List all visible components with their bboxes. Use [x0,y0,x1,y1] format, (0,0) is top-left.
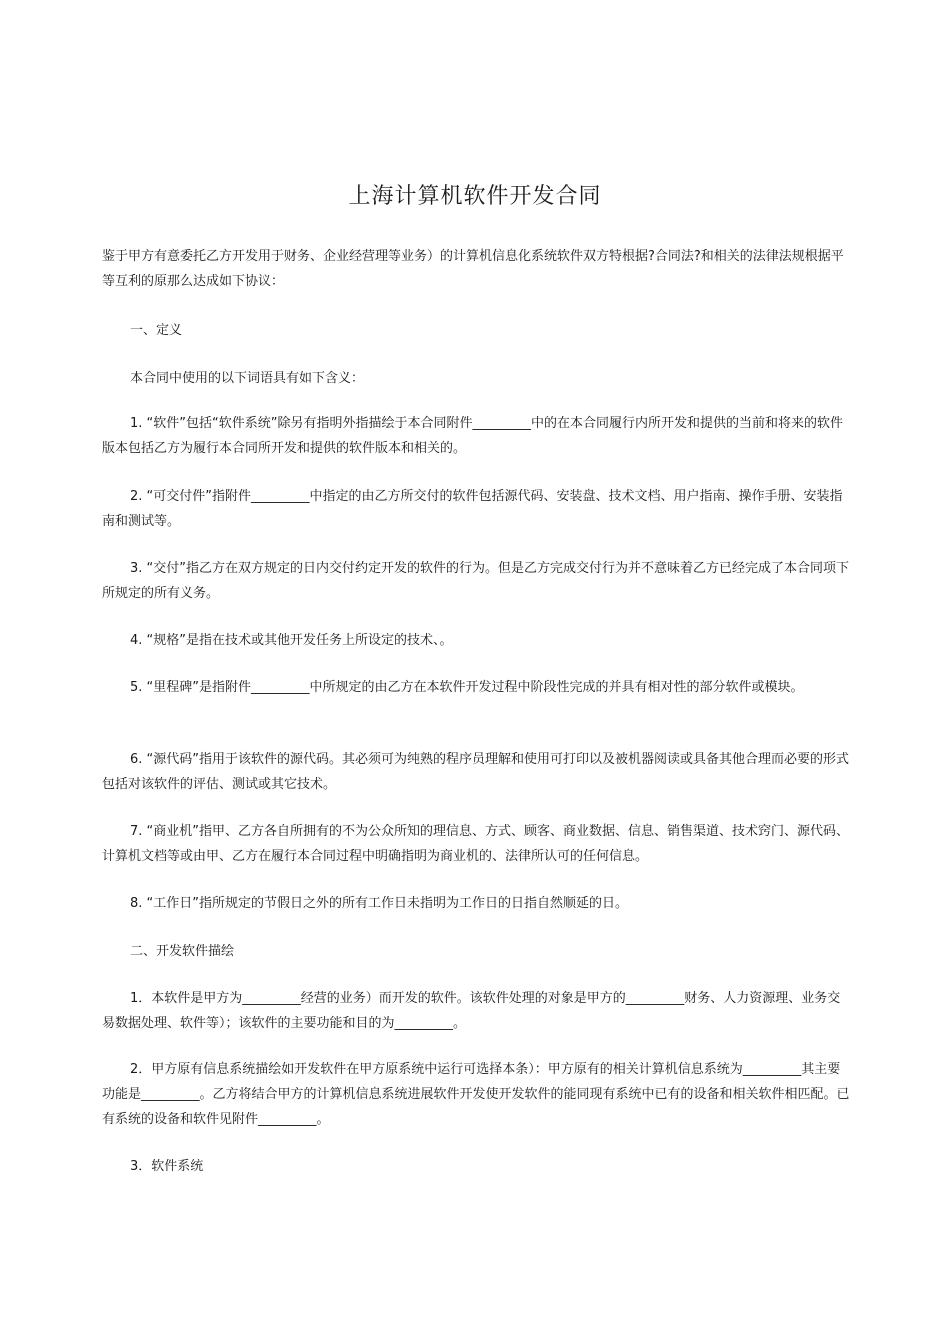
description-item-1: 1．本软件是甲方为_________经营的业务）而开发的软件。该软件处理的对象是甲方的_________财务、人力资源理、业务交易数据处理、软件等）；该软件的主要功能和目的为_________。 [102,991,841,1031]
definition-item-8: 8. “工作日”指所规定的节假日之外的所有工作日未指明为工作日的日指自然顺延的日。 [130,896,629,911]
definition-item-3: 3. “交付”指乙方在双方规定的日内交付约定开发的软件的行为。但是乙方完成交付行为并不意味着乙方已经完成了本合同项下所规定的所有义务。 [102,561,850,601]
definition-item-6: 6. “源代码”指用于该软件的源代码。其必须可为纯熟的程序员理解和使用可打印以及被机器阅读或具备其他合理而必要的形式包括对该软件的评估、测试或其它技术。 [102,752,850,792]
definitions-lead: 本合同中使用的以下词语具有如下含义： [130,371,365,386]
section-heading-definitions: 一、定义 [130,323,183,338]
description-item-3: 3．软件系统 [130,1159,204,1174]
document-title: 上海计算机软件开发合同 [348,184,602,209]
definition-item-4: 4. “规格”是指在技术或其他开发任务上所设定的技术、。 [130,633,453,648]
definition-item-2: 2. “可交付件”指附件_________中指定的由乙方所交付的软件包括源代码、安装盘、技术文档、用户指南、操作手册、安装指南和测试等。 [102,489,843,529]
intro-paragraph: 鉴于甲方有意委托乙方开发用于财务、企业经营理等业务）的计算机信息化系统软件双方特根据?合同法?和相关的法律法规根据平等互利的原那么达成如下协议： [102,249,844,289]
definition-item-7: 7. “商业机”指甲、乙方各自所拥有的不为公众所知的理信息、方式、顾客、商业数据、信息、销售渠道、技术窍门、源代码、计算机文档等或由甲、乙方在履行本合同过程中明确指明为商业机的、法律所认可的任何信息。 [102,824,850,864]
description-item-2: 2．甲方原有信息系统描绘如开发软件在甲方原系统中运行可选择本条）：甲方原有的相关计算机信息系统为_________其主要功能是_________。乙方将结合甲方的计算机信息系统进展软件开发使开发软件的能同现有系统中已有的设备和相关软件相匹配。已有系统的设备和软件见附件_________。 [102,1062,850,1127]
definition-item-1: 1. “软件”包括“软件系统”除另有指明外指描绘于本合同附件_________中的在本合同履行内所开发和提供的当前和将来的软件版本包括乙方为履行本合同所开发和提供的软件版本和相关的。 [102,416,843,456]
definition-item-5: 5. “里程碑”是指附件_________中所规定的由乙方在本软件开发过程中阶段性完成的并具有相对性的部分软件或模块。 [130,680,804,695]
section-heading-software-description: 二、开发软件描绘 [130,944,235,959]
